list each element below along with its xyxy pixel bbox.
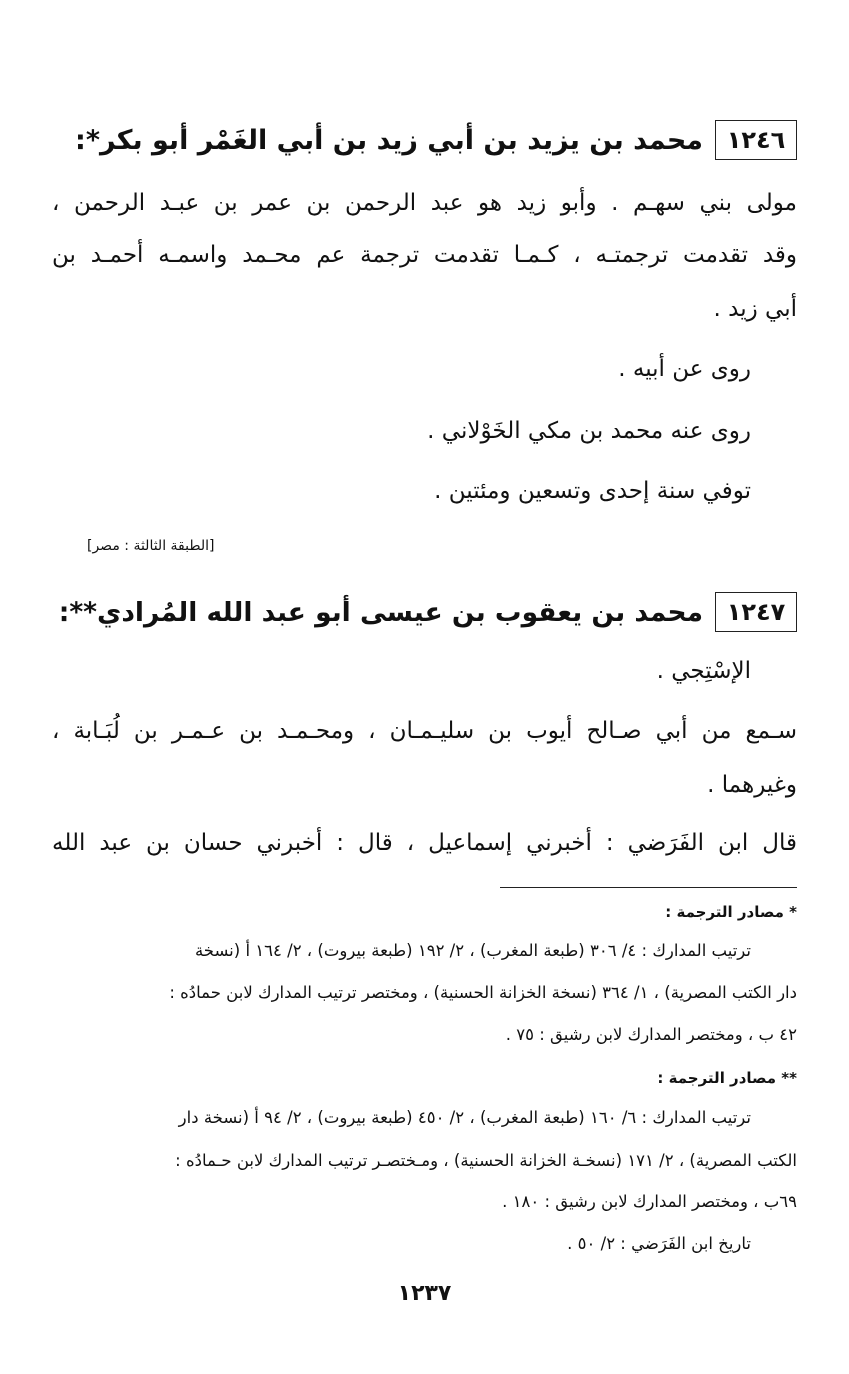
narrated-by: روى عنه محمد بن مكي الخَوْلاني . <box>427 418 751 444</box>
body-line: سـمع من أبي صـالح أيوب بن سليـمـان ، ومحـمـد بن عـمـر بن لُبَـابة ، <box>52 718 797 744</box>
footnote-line: تاريخ ابن الفَرَضي : ٢/ ٥٠ . <box>567 1234 751 1253</box>
entry-number-box: ١٢٤٧ <box>715 592 797 632</box>
body-line: مولى بني سهـم . وأبو زيد هو عبد الرحمن بن عمر بن عبـد الرحمن ، <box>52 190 797 216</box>
nisba-line: الإسْتِجي . <box>656 658 751 684</box>
footnote-line: الكتب المصرية) ، ٢/ ١٧١ (نسخـة الخزانة الحسنية) ، ومـختصـر ترتيب المدارك لابن حـمادُه : <box>175 1151 797 1170</box>
page-number: ١٢٣٧ <box>397 1281 452 1306</box>
footnote-line: ٤٢ ب ، ومختصر المدارك لابن رشيق : ٧٥ . <box>505 1025 797 1044</box>
footnote-title: ** مصادر الترجمة : <box>657 1069 797 1087</box>
footnote-line: دار الكتب المصرية) ، ١/ ٣٦٤ (نسخة الخزانة الحسنية) ، ومختصر ترتيب المدارك لابن حمادُه : <box>169 983 797 1002</box>
footnote-line: ترتيب المدارك : ٦/ ١٦٠ (طبعة المغرب) ، ٢/ ٤٥٠ (طبعة بيروت) ، ٢/ ٩٤ أ (نسخة دار <box>178 1108 751 1127</box>
entry-heading <box>52 120 797 160</box>
death-note: توفي سنة إحدى وتسعين ومئتين . <box>434 478 751 504</box>
narrated-from: روى عن أبيه . <box>618 356 751 382</box>
body-line: وقد تقدمت ترجمتـه ، كـمـا تقدمت ترجمة عم محـمد واسمـه أحمـد بن <box>52 242 797 268</box>
layer-tag: [الطبقة الثالثة : مصر] <box>87 538 215 554</box>
quote-line: قال ابن الفَرَضي : أخبرني إسماعيل ، قال : أخبرني حسان بن عبد الله <box>52 830 797 856</box>
footnote-line: ترتيب المدارك : ٤/ ٣٠٦ (طبعة المغرب) ، ٢/ ١٩٢ (طبعة بيروت) ، ٢/ ١٦٤ أ (نسخة <box>194 941 751 960</box>
body-line: وغيرهما . <box>707 772 797 798</box>
entry-title: محمد بن يعقوب بن عيسى أبو عبد الله المُرادي**: <box>58 596 703 628</box>
entry-heading <box>52 592 797 632</box>
entry-number-box: ١٢٤٦ <box>715 120 797 160</box>
entry-title: محمد بن يزيد بن أبي زيد بن أبي الغَمْر أبو بكر*: <box>75 124 703 156</box>
body-line: أبي زيد . <box>713 296 797 322</box>
footnote-title: * مصادر الترجمة : <box>665 903 797 921</box>
footnote-separator <box>500 887 797 888</box>
footnote-line: ٦٩ب ، ومختصر المدارك لابن رشيق : ١٨٠ . <box>502 1192 797 1211</box>
